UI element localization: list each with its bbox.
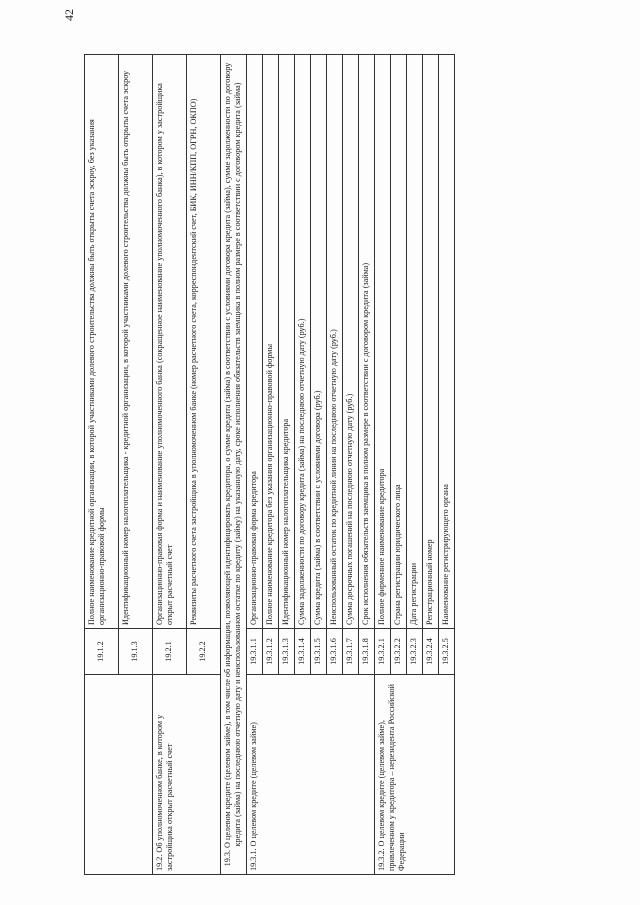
row-code: 19.3.2.1: [374, 629, 390, 675]
row-text: Срок исполнения обязательств заемщика в полном размере в соответствии с договором кредита (займа): [358, 55, 374, 629]
row-code: 19.1.3: [119, 629, 153, 675]
row-text: Сумма задолженности по договору кредита (займа) на последнюю отчетную дату (руб.): [294, 55, 310, 629]
row-text: Регистрационный номер: [422, 55, 438, 629]
disclosure-table: [84, 54, 455, 875]
page-number: 42: [62, 9, 76, 21]
row-text: Идентификационный номер налогоплательщика - кредитной организации, в которой участниками долевого строительства должны быть открыты счета эскроу: [119, 55, 153, 629]
row-text: Организационно-правовая форма и наименование уполномоченного банка (сокращенное наименование уполномоченного банка), в котором у застройщика открыт расчетный счет: [153, 55, 187, 629]
row-code: 19.1.2: [85, 629, 119, 675]
section-title-19-2: 19.2. Об уполномоченном банке, в котором у застройщика открыт расчетный счет: [153, 675, 221, 875]
rotated-page-content: [60, 9, 560, 875]
row-code: 19.3.1.8: [358, 629, 374, 675]
section-title-19-3-2: 19.3.2. О целевом кредите (целевом займе), привлеченном у кредитора – нерезидента Российской Федерации: [374, 675, 454, 875]
table-row: [246, 55, 262, 875]
row-text: Организационно-правовая форма кредитора: [246, 55, 262, 629]
row-text: Страна регистрации юридического лица: [390, 55, 406, 629]
section-title-19-3: 19.3. О целевом кредите (целевом займе), в том числе об информации, позволяющей идентифицировать кредитора, о сумме кредита (займа) в соответствии с условиями договора кредита (займа), сумме задолженности по договору кредита (займа) на последнюю отчетную дату и неиспользованном остатке по кредиту (займу) на указанную дату, сроке исполнения обязательств заемщика в полном размере в соответствии с договором кредита (займа): [221, 55, 247, 875]
row-text: Дата регистрации: [406, 55, 422, 629]
table-row: [221, 55, 247, 875]
table-row: [85, 55, 119, 875]
row-text: Полное наименование кредитной организации, в которой участниками долевого строительства должны быть открыты счета эскроу, без указания организационно-правовой формы: [85, 55, 119, 629]
row-text: Идентификационный номер налогоплательщика кредитора: [278, 55, 294, 629]
row-code: 19.3.1.5: [310, 629, 326, 675]
row-code: 19.3.2.4: [422, 629, 438, 675]
row-code: 19.3.1.6: [326, 629, 342, 675]
row-text: Сумма досрочных погашений на последнюю отчетную дату (руб.): [342, 55, 358, 629]
row-code: 19.2.1: [153, 629, 187, 675]
row-code: 19.3.2.2: [390, 629, 406, 675]
row-text: Сумма кредита (займа) в соответствии с условиями договора (руб.): [310, 55, 326, 629]
row-text: Полное фирменное наименование кредитора: [374, 55, 390, 629]
row-text: Наименование регистрирующего органа: [438, 55, 454, 629]
table-row: [374, 55, 390, 875]
row-text: Неиспользованный остаток по кредитной линии на последнюю отчетную дату (руб.): [326, 55, 342, 629]
row-code: 19.2.2: [187, 629, 221, 675]
row-code: 19.3.1.1: [246, 629, 262, 675]
row-code: 19.3.1.2: [262, 629, 278, 675]
table-row: [153, 55, 187, 875]
section-cell-empty: [85, 675, 153, 875]
row-code: 19.3.1.7: [342, 629, 358, 675]
section-title-19-3-1: 19.3.1. О целевом кредите (целевом займе): [246, 675, 374, 875]
row-code: 19.3.2.5: [438, 629, 454, 675]
row-text: Полное наименование кредитора без указания организационно-правовой формы: [262, 55, 278, 629]
row-code: 19.3.1.4: [294, 629, 310, 675]
row-text: Реквизиты расчетного счета застройщика в уполномоченном банке (номер расчетного счета, корреспондентский счет, БИК, ИНН/КПП, ОГРН, ОКПО): [187, 55, 221, 629]
row-code: 19.3.1.3: [278, 629, 294, 675]
row-code: 19.3.2.3: [406, 629, 422, 675]
